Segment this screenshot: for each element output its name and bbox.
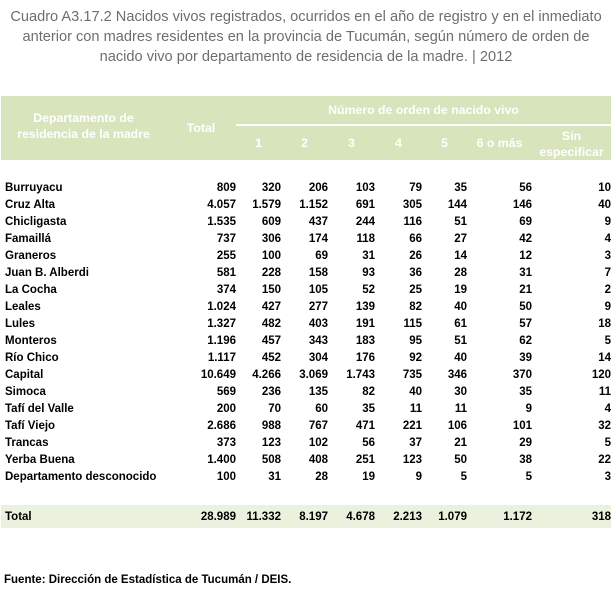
department-name: Tafí Viejo [5,420,56,432]
cell-total: 374 [216,284,236,296]
cell-c1: 70 [268,403,281,415]
table-row [1,384,611,401]
cell-c4: 79 [409,182,422,194]
cell-total: 1.024 [207,301,236,313]
header-department-line1: Departamento de [33,111,134,125]
table-row [1,452,611,469]
cell-c3: 244 [355,216,375,228]
cell-c6: 21 [519,284,532,296]
cell-c1: 1.579 [252,199,281,211]
cell-c4: 26 [409,250,422,262]
cell-c5: 35 [454,182,467,194]
cell-sin: 9 [604,216,611,228]
cell-sin: 9 [604,301,611,313]
table-row [1,265,611,282]
total-cell-1: 11.332 [236,505,281,528]
cell-c4: 116 [403,216,422,228]
cell-total: 1.327 [207,318,236,330]
cell-sin: 3 [604,471,611,483]
department-name: Graneros [5,250,57,262]
cell-c1: 150 [261,284,281,296]
cell-sin: 5 [604,335,611,347]
department-name: Burruyacu [5,182,63,194]
cell-c6: 69 [519,216,532,228]
cell-c5: 28 [454,267,467,279]
total-cell-6-plus: 1.172 [467,505,532,528]
cell-c1: 228 [261,267,281,279]
table-row [1,214,611,231]
cell-c6: 56 [519,182,532,194]
cell-c5: 21 [454,437,467,449]
cell-c5: 50 [454,454,467,466]
cell-c4: 735 [402,369,422,381]
title-line-2: anterior con madres residentes en la provincia de Tucumán, según número de orden de [22,29,590,45]
table-row [1,435,611,452]
cell-total: 255 [216,250,236,262]
cell-total: 1.400 [207,454,236,466]
header-group-order: Número de orden de nacido vivo [236,96,611,125]
header-order-5: 5 [422,125,467,160]
cell-c1: 609 [261,216,281,228]
cell-c1: 482 [261,318,281,330]
header-order-2: 2 [281,125,328,160]
department-name: Simoca [5,386,46,398]
table-row [1,197,611,214]
cell-c6: 146 [512,199,532,211]
cell-c2: 69 [315,250,328,262]
header-unspecified-line1: Sin [561,129,582,143]
cell-c6: 12 [519,250,532,262]
cell-sin: 18 [598,318,611,330]
header-department [1,96,166,160]
department-name: Famaillá [5,233,52,245]
cell-c5: 51 [454,335,467,347]
cell-c2: 437 [308,216,328,228]
cell-c4: 95 [409,335,422,347]
total-label: Total [1,505,166,528]
table-row [1,333,611,350]
total-cell-3: 4.678 [328,505,375,528]
cell-sin: 11 [598,386,611,398]
total-cell-2: 8.197 [281,505,328,528]
header-unspecified [532,125,611,160]
cell-c6: 101 [512,420,532,432]
cell-sin: 120 [591,369,611,381]
department-name: Juan B. Alberdi [5,267,89,279]
table-row [1,299,611,316]
cell-c2: 304 [308,352,328,364]
cell-c2: 1.152 [299,199,328,211]
cell-c5: 40 [454,352,467,364]
cell-c2: 174 [308,233,328,245]
table-row [1,282,611,299]
cell-c1: 123 [261,437,281,449]
cell-c3: 93 [362,267,375,279]
cell-c2: 3.069 [299,369,328,381]
cell-c1: 236 [261,386,281,398]
department-name: Tafí del Valle [5,403,74,415]
cell-total: 569 [216,386,236,398]
table-row [1,469,611,486]
cell-sin: 2 [604,284,611,296]
department-name: La Cocha [5,284,57,296]
cell-c4: 123 [402,454,422,466]
cell-sin: 4 [604,233,611,245]
cell-c6: 35 [519,386,532,398]
cell-c3: 19 [362,471,375,483]
table-row [1,350,611,367]
cell-c1: 4.266 [252,369,281,381]
source-note: Fuente: Dirección de Estadística de Tucumán / DEIS. [4,574,292,586]
cell-c6: 29 [519,437,532,449]
cell-sin: 5 [604,437,611,449]
cell-c5: 11 [454,403,467,415]
cell-total: 2.686 [207,420,236,432]
department-name: Trancas [5,437,49,449]
cell-c5: 14 [454,250,467,262]
total-cell-unspecified: 318 [532,505,611,528]
cell-c2: 277 [308,301,328,313]
header-total: Total [166,96,236,160]
cell-c4: 221 [402,420,422,432]
cell-c2: 158 [308,267,328,279]
cell-total: 1.535 [207,216,236,228]
cell-c3: 251 [355,454,375,466]
cell-c3: 691 [355,199,375,211]
cell-c4: 37 [409,437,422,449]
cell-c4: 115 [403,318,422,330]
department-name: Monteros [5,335,57,347]
cell-c6: 31 [519,267,532,279]
cell-c5: 51 [454,216,467,228]
department-name: Capital [5,369,44,381]
cell-c1: 427 [261,301,281,313]
cell-c1: 457 [261,335,281,347]
cell-c5: 5 [460,471,467,483]
header-department-line2: residencia de la madre [17,127,150,141]
cell-c1: 508 [261,454,281,466]
cell-c1: 988 [261,420,281,432]
cell-c2: 102 [308,437,328,449]
cell-c6: 57 [519,318,532,330]
cell-c4: 11 [409,403,422,415]
cell-total: 10.649 [200,369,236,381]
cell-total: 1.196 [207,335,236,347]
header-order-3: 3 [328,125,375,160]
cell-c5: 61 [454,318,467,330]
cell-c3: 82 [362,386,375,398]
cell-c3: 176 [355,352,375,364]
department-name: Cruz Alta [5,199,56,211]
cell-total: 809 [216,182,236,194]
cell-c2: 135 [308,386,328,398]
cell-c4: 36 [409,267,422,279]
cell-c3: 56 [362,437,375,449]
cell-c3: 183 [355,335,375,347]
cell-c2: 767 [308,420,328,432]
cell-c6: 9 [525,403,532,415]
total-row [1,505,611,528]
title-line-1: Cuadro A3.17.2 Nacidos vivos registrados, ocurridos en el año de registro y en el inmediato [10,9,602,25]
table-row [1,180,611,197]
cell-sin: 32 [598,420,611,432]
cell-c4: 9 [415,471,422,483]
cell-c4: 82 [409,301,422,313]
cell-c3: 118 [356,233,375,245]
cell-sin: 10 [598,182,611,194]
cell-c1: 320 [261,182,281,194]
cell-c4: 40 [409,386,422,398]
cell-c3: 1.743 [346,369,375,381]
header-order-6-plus: 6 o más [467,125,532,160]
cell-c3: 139 [355,301,375,313]
cell-total: 737 [216,233,236,245]
cell-c5: 346 [447,369,467,381]
header-order-1: 1 [236,125,281,160]
cell-c2: 403 [308,318,328,330]
cell-c6: 5 [525,471,532,483]
table-row [1,231,611,248]
cell-c4: 92 [409,352,422,364]
department-name: Lules [5,318,36,330]
cell-c1: 452 [261,352,281,364]
cell-c4: 25 [409,284,422,296]
cell-c3: 191 [355,318,375,330]
cell-c3: 103 [355,182,375,194]
cell-sin: 40 [598,199,611,211]
cell-sin: 22 [598,454,611,466]
cell-c2: 343 [308,335,328,347]
cell-c6: 42 [519,233,532,245]
cell-c2: 105 [308,284,328,296]
cell-c3: 35 [362,403,375,415]
table-row [1,401,611,418]
cell-c5: 30 [454,386,467,398]
department-name: Departamento desconocido [5,471,157,483]
cell-c3: 52 [362,284,375,296]
cell-c1: 100 [261,250,281,262]
cell-c3: 31 [362,250,375,262]
cell-c1: 306 [261,233,281,245]
department-name: Río Chico [5,352,59,364]
department-name: Leales [5,301,41,313]
header-order-4: 4 [375,125,422,160]
cell-c2: 28 [315,471,328,483]
cell-c3: 471 [355,420,375,432]
cell-c6: 50 [519,301,532,313]
cell-c2: 60 [315,403,328,415]
header-unspecified-line2: especificar [539,145,604,159]
cell-c2: 206 [308,182,328,194]
cell-c6: 370 [512,369,532,381]
department-name: Yerba Buena [5,454,75,466]
table-row [1,248,611,265]
cell-total: 100 [216,471,236,483]
cell-c5: 106 [447,420,467,432]
cell-c5: 144 [447,199,467,211]
cell-c6: 39 [519,352,532,364]
table-row [1,316,611,333]
cell-c5: 40 [454,301,467,313]
cell-total: 1.117 [207,352,236,364]
cell-total: 581 [216,267,236,279]
table-row [1,418,611,435]
department-name: Chicligasta [5,216,67,228]
cell-c4: 305 [402,199,422,211]
cell-c5: 19 [454,284,467,296]
cell-c5: 27 [454,233,467,245]
cell-total: 373 [216,437,236,449]
cell-c6: 38 [519,454,532,466]
cell-c4: 66 [409,233,422,245]
title-line-3: nacido vivo por departamento de residencia de la madre. | 2012 [99,49,513,65]
births-table [1,96,611,528]
total-cell-total: 28.989 [166,505,236,528]
total-cell-5: 1.079 [422,505,467,528]
cell-c2: 408 [308,454,328,466]
total-cell-4: 2.213 [375,505,422,528]
cell-total: 4.057 [207,199,236,211]
cell-c1: 31 [268,471,281,483]
cell-sin: 14 [598,352,611,364]
table-title [0,7,612,67]
cell-sin: 3 [604,250,611,262]
cell-sin: 7 [604,267,611,279]
cell-total: 200 [216,403,236,415]
cell-sin: 4 [604,403,611,415]
table-row [1,367,611,384]
cell-c6: 62 [519,335,532,347]
